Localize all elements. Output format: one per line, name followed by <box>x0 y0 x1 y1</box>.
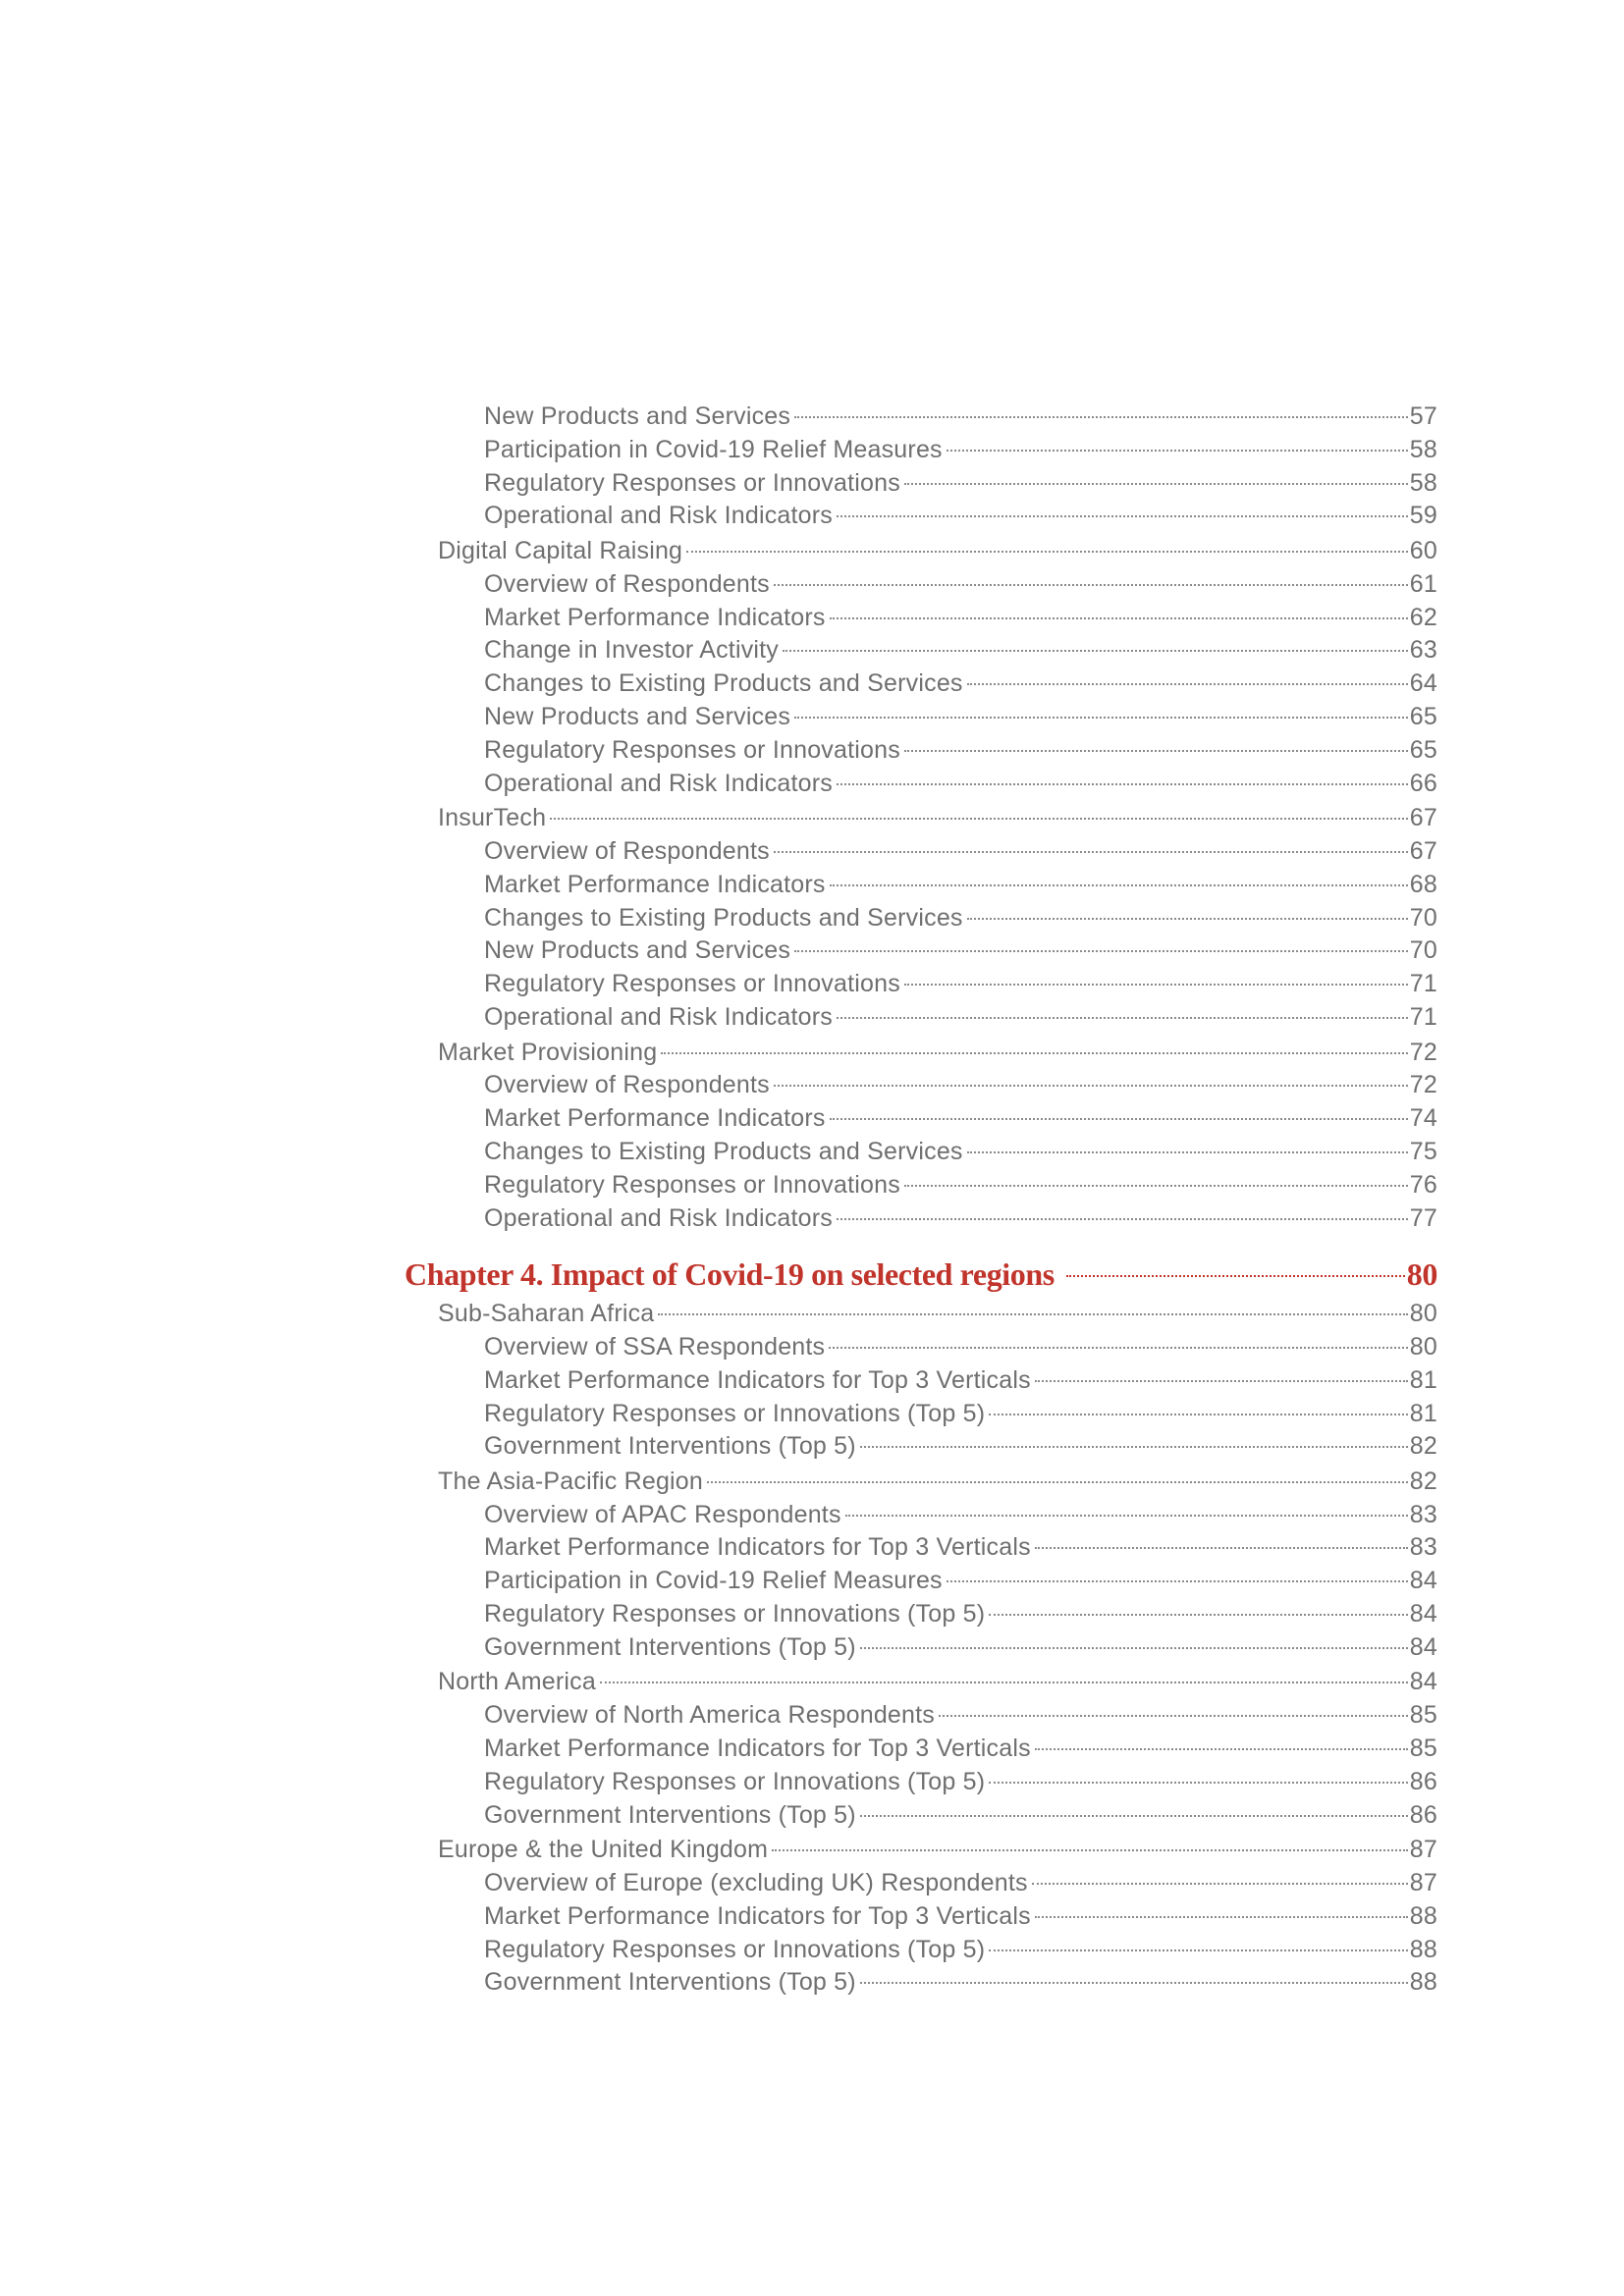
toc-entry-label: Overview of Respondents <box>484 836 770 865</box>
toc-page-number: 59 <box>1409 502 1437 530</box>
dot-leader <box>904 984 1408 986</box>
toc-page-number: 76 <box>1409 1170 1437 1199</box>
dot-leader <box>904 1185 1408 1187</box>
toc-entry-label: New Products and Services <box>484 402 791 430</box>
toc-entry-label: Market Performance Indicators <box>484 603 826 631</box>
toc-entry-label: Regulatory Responses or Innovations <box>484 1170 900 1199</box>
toc-page-number: 84 <box>1409 1632 1437 1661</box>
dot-leader <box>794 717 1408 719</box>
toc-entry-label: Changes to Existing Products and Services <box>484 1137 963 1165</box>
toc-subsection-entry[interactable] <box>405 667 1437 701</box>
dot-leader <box>774 851 1408 853</box>
toc-subsection-entry[interactable] <box>405 1430 1437 1464</box>
toc-page-number: 85 <box>1409 1735 1437 1763</box>
dot-leader <box>830 617 1408 619</box>
toc-entry-label: Regulatory Responses or Innovations (Top 5) <box>484 1600 986 1629</box>
toc-page-number: 88 <box>1409 1968 1437 1997</box>
dot-leader <box>794 950 1408 952</box>
toc-page-number: 84 <box>1409 1600 1437 1629</box>
dot-leader <box>947 1580 1408 1582</box>
toc-page-number: 84 <box>1409 1668 1437 1696</box>
toc-entry-label: New Products and Services <box>484 702 791 730</box>
toc-subsection-entry[interactable] <box>405 1398 1437 1431</box>
toc-subsection-entry[interactable] <box>405 434 1437 467</box>
toc-entry-label: Changes to Existing Products and Services <box>484 903 963 932</box>
toc-entry-label: Regulatory Responses or Innovations <box>484 735 900 764</box>
dot-leader <box>783 650 1408 652</box>
toc-subsection-entry[interactable] <box>405 968 1437 1001</box>
toc-entry-label: Participation in Covid-19 Relief Measures <box>484 435 943 463</box>
toc-subsection-entry[interactable] <box>405 1699 1437 1733</box>
toc-entry-label: The Asia-Pacific Region <box>438 1467 704 1495</box>
dot-leader <box>967 1151 1408 1153</box>
dot-leader <box>989 1414 1408 1415</box>
toc-page-number: 66 <box>1409 769 1437 797</box>
dot-leader <box>661 1052 1407 1054</box>
toc-page-number: 68 <box>1409 870 1437 898</box>
dot-leader <box>830 884 1408 886</box>
toc-subsection-entry[interactable] <box>405 1069 1437 1102</box>
toc-section-entry[interactable] <box>405 1666 1437 1699</box>
toc-entry-label: Government Interventions (Top 5) <box>484 1968 856 1997</box>
toc-subsection-entry[interactable] <box>405 1799 1437 1833</box>
toc-page-number: 58 <box>1409 468 1437 497</box>
toc-subsection-entry[interactable] <box>405 1733 1437 1766</box>
toc-page-number: 70 <box>1409 903 1437 932</box>
dot-leader <box>830 1118 1408 1120</box>
toc-page-number: 70 <box>1409 936 1437 965</box>
toc-subsection-entry[interactable] <box>405 835 1437 869</box>
toc-section-entry[interactable] <box>405 802 1437 835</box>
toc-page-number: 77 <box>1409 1203 1437 1232</box>
toc-page-number: 83 <box>1409 1500 1437 1528</box>
toc-subsection-entry[interactable] <box>405 1136 1437 1169</box>
dot-leader <box>1066 1275 1405 1277</box>
dot-leader <box>707 1481 1408 1483</box>
toc-entry-label: Changes to Existing Products and Services <box>484 669 963 698</box>
toc-subsection-entry[interactable] <box>405 500 1437 533</box>
toc-page-number: 63 <box>1409 636 1437 665</box>
dot-leader <box>845 1515 1408 1517</box>
toc-page-number: 72 <box>1409 1071 1437 1099</box>
toc-subsection-entry[interactable] <box>405 1900 1437 1934</box>
dot-leader <box>904 750 1408 752</box>
toc-entry-label: Regulatory Responses or Innovations <box>484 468 900 497</box>
toc-entry-label: Digital Capital Raising <box>438 536 683 564</box>
toc-page-number: 74 <box>1409 1104 1437 1133</box>
toc-entry-label: Market Performance Indicators <box>484 870 826 898</box>
toc-page-number: 71 <box>1409 970 1437 998</box>
toc-section-entry[interactable] <box>405 1037 1437 1070</box>
toc-section-entry[interactable] <box>405 1834 1437 1867</box>
toc-page-number: 60 <box>1409 536 1437 564</box>
toc-entry-label: New Products and Services <box>484 936 791 965</box>
toc-page-number: 65 <box>1409 702 1437 730</box>
dot-leader <box>550 818 1408 820</box>
toc-subsection-entry[interactable] <box>405 902 1437 935</box>
dot-leader <box>837 515 1408 517</box>
table-of-contents <box>405 400 1437 2000</box>
dot-leader <box>1035 1748 1408 1750</box>
dot-leader <box>837 1017 1408 1019</box>
dot-leader <box>860 1815 1408 1817</box>
toc-subsection-entry[interactable] <box>405 1565 1437 1598</box>
dot-leader <box>774 1085 1408 1087</box>
toc-entry-label: Market Performance Indicators for Top 3 Verticals <box>484 1735 1031 1763</box>
toc-page-number: 75 <box>1409 1137 1437 1165</box>
dot-leader <box>1035 1547 1408 1549</box>
dot-leader <box>829 1347 1408 1349</box>
toc-subsection-entry[interactable] <box>405 1202 1437 1236</box>
toc-page-number: 67 <box>1409 804 1437 832</box>
dot-leader <box>967 683 1408 685</box>
toc-entry-label: Participation in Covid-19 Relief Measures <box>484 1567 943 1595</box>
toc-entry-label: Market Performance Indicators for Top 3 Verticals <box>484 1365 1031 1394</box>
toc-page-number: 82 <box>1409 1467 1437 1495</box>
toc-page-number: 80 <box>1409 1332 1437 1361</box>
toc-subsection-entry[interactable] <box>405 1499 1437 1532</box>
toc-entry-label: Overview of SSA Respondents <box>484 1332 826 1361</box>
toc-page-number: 71 <box>1409 1002 1437 1031</box>
toc-page-number: 85 <box>1409 1701 1437 1730</box>
toc-subsection-entry[interactable] <box>405 1766 1437 1799</box>
toc-page-number: 80 <box>1406 1256 1437 1293</box>
toc-entry-label: Overview of Respondents <box>484 1071 770 1099</box>
toc-page-number: 58 <box>1409 435 1437 463</box>
toc-page-number: 72 <box>1409 1038 1437 1066</box>
toc-entry-label: Operational and Risk Indicators <box>484 1203 833 1232</box>
toc-entry-label: Overview of Europe (excluding UK) Respondents <box>484 1869 1028 1897</box>
toc-subsection-entry[interactable] <box>405 1934 1437 1967</box>
toc-subsection-entry[interactable] <box>405 934 1437 968</box>
toc-entry-label: Government Interventions (Top 5) <box>484 1800 856 1829</box>
toc-page-number: 65 <box>1409 735 1437 764</box>
toc-page-number: 86 <box>1409 1767 1437 1795</box>
dot-leader <box>860 1446 1408 1448</box>
dot-leader <box>686 551 1408 553</box>
toc-subsection-entry[interactable] <box>405 1966 1437 2000</box>
toc-entry-label: Market Performance Indicators for Top 3 Verticals <box>484 1901 1031 1930</box>
toc-page-number: 84 <box>1409 1567 1437 1595</box>
dot-leader <box>989 1782 1408 1784</box>
toc-entry-label: Europe & the United Kingdom <box>438 1836 769 1864</box>
toc-entry-label: North America <box>438 1668 596 1696</box>
toc-entry-label: Operational and Risk Indicators <box>484 502 833 530</box>
toc-page-number: 86 <box>1409 1800 1437 1829</box>
toc-subsection-entry[interactable] <box>405 1631 1437 1665</box>
dot-leader <box>1035 1380 1408 1382</box>
toc-page-number: 57 <box>1409 402 1437 430</box>
toc-subsection-entry[interactable] <box>405 1001 1437 1035</box>
dot-leader <box>600 1682 1408 1683</box>
toc-subsection-entry[interactable] <box>405 568 1437 602</box>
toc-subsection-entry[interactable] <box>405 400 1437 434</box>
toc-subsection-entry[interactable] <box>405 634 1437 667</box>
toc-entry-label: Government Interventions (Top 5) <box>484 1632 856 1661</box>
toc-entry-label: Regulatory Responses or Innovations (Top 5) <box>484 1399 986 1427</box>
toc-subsection-entry[interactable] <box>405 1598 1437 1631</box>
dot-leader <box>837 1218 1408 1220</box>
toc-page-number: 64 <box>1409 669 1437 698</box>
toc-subsection-entry[interactable] <box>405 768 1437 801</box>
dot-leader <box>658 1313 1407 1315</box>
toc-page-number: 88 <box>1409 1901 1437 1930</box>
toc-subsection-entry[interactable] <box>405 1331 1437 1364</box>
toc-entry-label: Overview of North America Respondents <box>484 1701 935 1730</box>
toc-page-number: 80 <box>1409 1300 1437 1328</box>
dot-leader <box>860 1647 1408 1649</box>
dot-leader <box>1035 1916 1408 1918</box>
toc-chapter-heading[interactable] <box>405 1253 1437 1296</box>
dot-leader <box>774 584 1408 586</box>
toc-subsection-entry[interactable] <box>405 1102 1437 1136</box>
toc-entry-label: Sub-Saharan Africa <box>438 1300 655 1328</box>
toc-entry-label: Market Provisioning <box>438 1038 658 1066</box>
toc-subsection-entry[interactable] <box>405 1169 1437 1202</box>
toc-entry-label: InsurTech <box>438 804 547 832</box>
dot-leader <box>967 918 1408 920</box>
toc-entry-label: Overview of Respondents <box>484 569 770 598</box>
toc-page-number: 83 <box>1409 1533 1437 1562</box>
toc-page-number: 81 <box>1409 1365 1437 1394</box>
toc-entry-label: Market Performance Indicators for Top 3 Verticals <box>484 1533 1031 1562</box>
toc-entry-label: Operational and Risk Indicators <box>484 769 833 797</box>
toc-page-number: 67 <box>1409 836 1437 865</box>
toc-section-entry[interactable] <box>405 1298 1437 1331</box>
dot-leader <box>860 1982 1408 1984</box>
toc-page-number: 62 <box>1409 603 1437 631</box>
dot-leader <box>939 1715 1408 1717</box>
toc-subsection-entry[interactable] <box>405 602 1437 635</box>
toc-subsection-entry[interactable] <box>405 1364 1437 1398</box>
toc-page-number: 87 <box>1409 1869 1437 1897</box>
dot-leader <box>772 1849 1408 1851</box>
dot-leader <box>1032 1883 1408 1885</box>
dot-leader <box>794 416 1408 418</box>
toc-entry-label: Regulatory Responses or Innovations (Top 5) <box>484 1767 986 1795</box>
toc-page-number: 87 <box>1409 1836 1437 1864</box>
toc-entry-label: Overview of APAC Respondents <box>484 1500 841 1528</box>
toc-section-entry[interactable] <box>405 535 1437 568</box>
toc-section-entry[interactable] <box>405 1466 1437 1499</box>
toc-entry-label: Change in Investor Activity <box>484 636 779 665</box>
dot-leader <box>947 450 1408 452</box>
toc-subsection-entry[interactable] <box>405 869 1437 902</box>
dot-leader <box>989 1614 1408 1616</box>
dot-leader <box>989 1949 1408 1951</box>
toc-page-number: 88 <box>1409 1935 1437 1963</box>
toc-entry-label: Government Interventions (Top 5) <box>484 1432 856 1461</box>
toc-entry-label: Chapter 4. Impact of Covid-19 on selected regions <box>405 1256 1055 1293</box>
toc-subsection-entry[interactable] <box>405 467 1437 501</box>
toc-page-number: 61 <box>1409 569 1437 598</box>
toc-subsection-entry[interactable] <box>405 1867 1437 1900</box>
dot-leader <box>837 783 1408 785</box>
toc-subsection-entry[interactable] <box>405 734 1437 768</box>
toc-page-number: 81 <box>1409 1399 1437 1427</box>
toc-subsection-entry[interactable] <box>405 701 1437 734</box>
toc-entry-label: Regulatory Responses or Innovations (Top 5) <box>484 1935 986 1963</box>
toc-page-number: 82 <box>1409 1432 1437 1461</box>
toc-entry-label: Operational and Risk Indicators <box>484 1002 833 1031</box>
toc-entry-label: Market Performance Indicators <box>484 1104 826 1133</box>
toc-subsection-entry[interactable] <box>405 1531 1437 1565</box>
dot-leader <box>904 483 1408 485</box>
toc-entry-label: Regulatory Responses or Innovations <box>484 970 900 998</box>
